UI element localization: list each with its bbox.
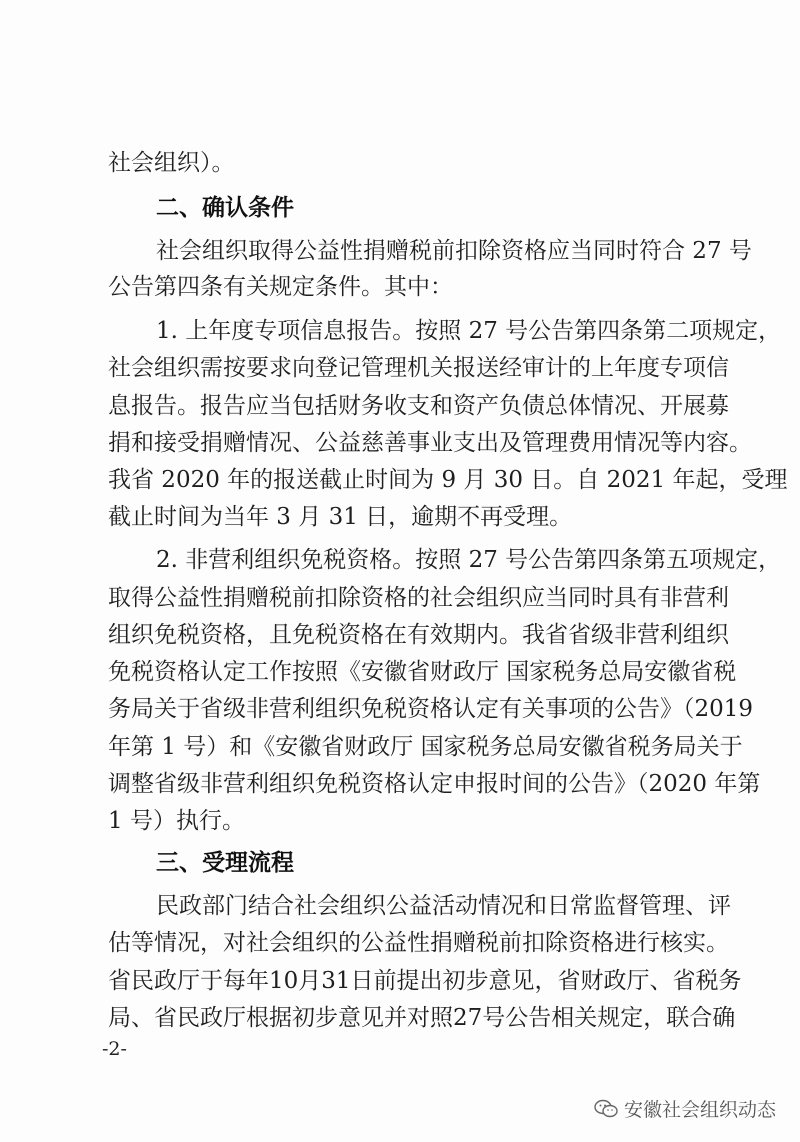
paragraph-line: 1. 上年度专项信息报告。按照 27 号公告第四条第二项规定， [156,318,782,344]
section-heading-confirm-conditions: 二、确认条件 [156,195,294,221]
wechat-icon [594,1099,618,1119]
paragraph-line: 免税资格认定工作按照《安徽省财政厅 国家税务总局安徽省税 [108,659,737,685]
paragraph-line: 社会组织）。 [108,150,235,176]
paragraph-line: 息报告。报告应当包括财务收支和资产负债总体情况、开展募 [108,393,729,419]
paragraph-line: 民政部门结合社会组织公益活动情况和日常监督管理、评 [156,893,731,919]
paragraph-line: 局、省民政厅根据初步意见并对照27号公告相关规定，联合确 [108,1005,736,1031]
paragraph-line: 2. 非营利组织免税资格。按照 27 号公告第四条第五项规定， [156,547,782,573]
paragraph-line: 捐和接受捐赠情况、公益慈善事业支出及管理费用情况等内容。 [108,430,752,456]
paragraph-line: 估等情况，对社会组织的公益性捐赠税前扣除资格进行核实。 [108,930,729,956]
paragraph-line: 社会组织需按要求向登记管理机关报送经审计的上年度专项信 [108,355,729,381]
paragraph-line: 我省 2020 年的报送截止时间为 9 月 30 日。自 2021 年起，受理 [108,467,788,493]
paragraph-line: 务局关于省级非营利组织免税资格认定有关事项的公告》（2019 [108,696,754,722]
paragraph-line: 组织免税资格，且免税资格在有效期内。我省省级非营利组织 [108,622,729,648]
paragraph-line: 调整省级非营利组织免税资格认定申报时间的公告》（2020 年第 [108,771,761,797]
watermark-label: 安徽社会组织动态 [623,1099,776,1121]
paragraph-line: 年第 1 号）和《安徽省财政厅 国家税务总局安徽省税务局关于 [108,734,743,760]
paragraph-line: 社会组织取得公益性捐赠税前扣除资格应当同时符合 27 号 [156,238,752,264]
paragraph-line: 截止时间为当年 3 月 31 日，逾期不再受理。 [108,504,573,530]
section-heading-acceptance-process: 三、受理流程 [156,850,294,876]
source-watermark [594,1095,776,1122]
paragraph-line: 公告第四条有关规定条件。其中： [108,274,453,300]
paragraph-line: 1 号）执行。 [108,808,245,834]
paragraph-line: 省民政厅于每年10月31日前提出初步意见，省财政厅、省税务 [108,968,742,994]
paragraph-line: 取得公益性捐赠税前扣除资格的社会组织应当同时具有非营利 [108,585,729,611]
page-number: -2- [102,1038,127,1060]
